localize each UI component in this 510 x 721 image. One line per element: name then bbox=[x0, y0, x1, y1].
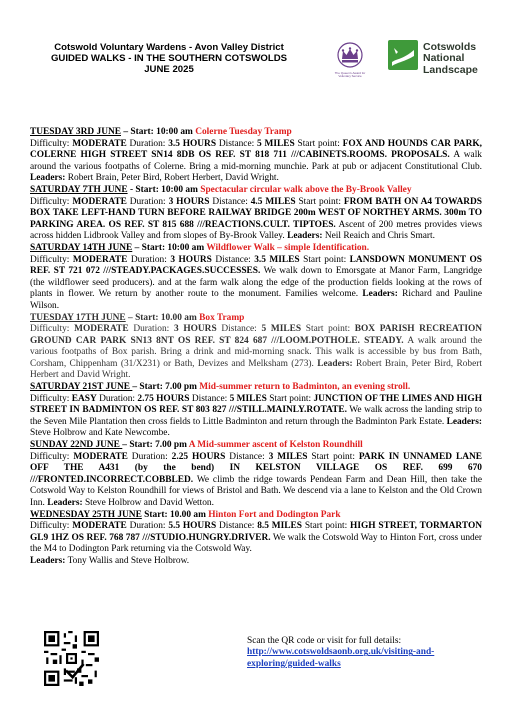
duration-value: 3.5 HOURS bbox=[168, 138, 217, 149]
walk-title: Hinton Fort and Dodington Park bbox=[208, 509, 341, 520]
walk-day: SATURDAY 7TH JUNE bbox=[30, 184, 128, 195]
start-point-value: FROM BATH ON A4 TOWARDS BOX TAKE LEFT-HAND TURN BEFORE RAILWAY BRIDGE 200m WEST OF NORTHEY ARMS. 300m TO PARKING AREA. OS REF. ST 815 688 ///REACTIONS.CULT. TIPTOES. bbox=[30, 196, 483, 230]
guided-walks-link[interactable]: http://www.cotswoldsaonb.org.uk/visiting-and-exploring/guided-walks bbox=[247, 647, 435, 669]
leaders-value: Steve Holbrow and Kate Newcombe. bbox=[30, 428, 170, 439]
difficulty-label: Difficulty: bbox=[30, 324, 75, 335]
duration-label: Duration: bbox=[127, 451, 172, 462]
walk-start: – Start: 10:00 am bbox=[121, 127, 196, 137]
distance-label: Distance: bbox=[216, 521, 258, 532]
walk-entry bbox=[30, 440, 482, 510]
start-point-value: JUNCTION OF THE LIMES AND HIGH STREET IN BADMINTON OS REF. ST 803 827 ///STILL.MAINLY.ROTATE. bbox=[30, 393, 483, 416]
footer bbox=[0, 628, 510, 718]
walk-start: – Start: 7.00 pm bbox=[132, 382, 200, 393]
distance-value: 3.5 MILES bbox=[254, 254, 300, 265]
distance-label: Distance: bbox=[209, 196, 251, 207]
duration-label: Duration: bbox=[96, 393, 138, 404]
duration-value: 3 HOURS bbox=[170, 254, 212, 265]
walk-day: SATURDAY 14TH JUNE bbox=[30, 242, 133, 253]
difficulty-value: MODERATE bbox=[73, 451, 128, 462]
logo-line-1: Cotswolds bbox=[423, 41, 477, 53]
walk-description: We walk down to Emorsgate at Manor Farm, Langridge (the wildflower seed producers). and at the farm walk along the edge of the production fields looking at the rows of plants in flower. We return by another route to the monument. Families welcome. bbox=[30, 266, 482, 300]
start-point-value: PARK IN UNNAMED LANE OFF THE A431 (by the bend) IN KELSTON VILLAGE OS REF. 699 670 ///FRONTED.INCORRECT.COBBLED. bbox=[30, 451, 482, 485]
duration-value: 2.25 HOURS bbox=[171, 451, 226, 462]
walk-start: – Start: 10:00 am bbox=[132, 242, 207, 253]
walk-day: SATURDAY 21ST JUNE bbox=[30, 382, 133, 393]
difficulty-value: MODERATE bbox=[72, 521, 127, 532]
duration-value: 5.5 HOURS bbox=[168, 521, 217, 532]
distance-label: Distance: bbox=[216, 324, 262, 335]
walk-description: Ascent of 200 metres provides views across hidden Lidbrook Valley and from slopes of By-Brook Valley. bbox=[30, 219, 482, 242]
distance-value: 5 MILES bbox=[257, 138, 295, 149]
landscape-mark-icon bbox=[388, 40, 418, 70]
scan-text: Scan the QR code or visit for full details: bbox=[247, 636, 402, 646]
difficulty-value: EASY bbox=[71, 393, 97, 404]
difficulty-label: Difficulty: bbox=[30, 138, 73, 149]
start-point-value: FOX AND HOUNDS CAR PARK, COLERNE HIGH STREET SN14 8DB OS REF. ST 818 711 ///CABINETS.ROOMS. PROPOSALS. bbox=[30, 138, 482, 161]
start-point-value: HIGH STREET, TORMARTON GL9 1HZ OS REF. 768 787 ///STUDIO.HUNGRY.DRIVER. bbox=[30, 521, 483, 543]
start-point-value: LANSDOWN MONUMENT OS REF. ST 721 072 ///STEADY.PACKAGES.SUCCESSES. bbox=[30, 254, 482, 277]
logo-text bbox=[423, 42, 478, 76]
duration-value: 3 HOURS bbox=[168, 196, 210, 207]
distance-value: 8.5 MILES bbox=[257, 521, 302, 532]
leaders-label: Leaders: bbox=[317, 358, 353, 369]
walk-entry bbox=[30, 510, 482, 568]
leaders-label: Leaders: bbox=[287, 231, 323, 242]
footer-info bbox=[247, 636, 487, 670]
duration-label: Duration: bbox=[128, 324, 174, 335]
start-point-label: Start point: bbox=[301, 324, 355, 335]
qr-code-icon[interactable] bbox=[44, 631, 99, 686]
walk-start: Start: 10.00 am bbox=[141, 509, 209, 520]
distance-label: Distance: bbox=[216, 138, 258, 149]
header bbox=[0, 0, 510, 110]
award-text: The Queen's Award for Voluntary Service bbox=[334, 71, 366, 79]
walk-start: - Start: 10:00 am bbox=[127, 184, 201, 195]
walk-entry bbox=[30, 243, 482, 313]
leaders-value: Neil Reaich and Chris Smart. bbox=[322, 231, 435, 242]
walk-title: Colerne Tuesday Tramp bbox=[195, 127, 292, 137]
duration-label: Duration: bbox=[126, 138, 169, 149]
leaders-value: Robert Brain, Peter Bird, Robert Herbert and David Wright. bbox=[30, 358, 482, 381]
start-point-label: Start point: bbox=[299, 254, 350, 265]
walk-entry bbox=[30, 185, 482, 243]
start-point-label: Start point: bbox=[302, 521, 351, 532]
leaders-label: Leaders: bbox=[47, 498, 83, 508]
start-point-label: Start point: bbox=[307, 451, 359, 462]
distance-value: 5 MILES bbox=[229, 393, 267, 404]
leaders-value: Robert Brain, Peter Bird, Robert Herbert, David Wright. bbox=[65, 173, 279, 184]
distance-label: Distance: bbox=[211, 254, 255, 265]
header-line-2: GUIDED WALKS - IN THE SOUTHERN COTSWOLDS bbox=[50, 53, 288, 65]
duration-label: Duration: bbox=[126, 521, 169, 532]
walk-description: We walk across the landing strip to the Seven Mile Plantation then cross fields to Little Badminton and return through the Badminton Park Estate. bbox=[30, 405, 482, 427]
difficulty-value: MODERATE bbox=[74, 324, 129, 335]
duration-value: 3 HOURS bbox=[173, 324, 217, 335]
leaders-label: Leaders: bbox=[446, 416, 482, 427]
walk-title: Box Tramp bbox=[199, 312, 245, 323]
walks-list bbox=[30, 127, 482, 568]
header-line-1: Cotswold Voluntary Wardens - Avon Valley District bbox=[54, 42, 284, 53]
difficulty-value: MODERATE bbox=[72, 196, 127, 207]
walk-day: SUNDAY 22ND JUNE bbox=[30, 440, 123, 451]
walk-title: Spectacular circular walk above the By-Brook Valley bbox=[200, 184, 412, 195]
duration-label: Duration: bbox=[127, 254, 171, 265]
walk-day: TUESDAY 3RD JUNE bbox=[30, 127, 121, 137]
crown-icon bbox=[330, 40, 370, 72]
leaders-value: Tony Wallis and Steve Holbrow. bbox=[65, 555, 190, 566]
leaders-label: Leaders: bbox=[30, 173, 66, 184]
queens-award-logo bbox=[330, 40, 370, 84]
walk-start: – Start: 10.00 am bbox=[125, 312, 200, 323]
walk-entry bbox=[30, 313, 482, 383]
distance-label: Distance: bbox=[189, 393, 230, 404]
distance-value: 3 MILES bbox=[268, 451, 308, 462]
difficulty-label: Difficulty: bbox=[30, 393, 72, 404]
duration-label: Duration: bbox=[126, 196, 169, 207]
start-point-label: Start point: bbox=[266, 393, 314, 404]
distance-value: 5 MILES bbox=[261, 324, 302, 335]
difficulty-value: MODERATE bbox=[72, 254, 128, 265]
difficulty-label: Difficulty: bbox=[30, 521, 73, 532]
leaders-value: Steve Holbrow and David Wetton. bbox=[82, 498, 214, 508]
walk-description: A walk around the various footpaths of Box parish. Bring a drink and mid-morning snack. This walk is accessible by bus from Bath, Corsham, Chippenham (31/X231) or Bath, Devizes and Melksham (273). bbox=[30, 335, 482, 369]
walk-entry bbox=[30, 382, 482, 440]
difficulty-label: Difficulty: bbox=[30, 196, 73, 207]
duration-value: 2.75 HOURS bbox=[137, 393, 190, 404]
walk-title: Mid-summer return to Badminton, an evening stroll. bbox=[199, 382, 411, 393]
leaders-label: Leaders: bbox=[30, 555, 66, 566]
walk-description: We climb the ridge towards Pendean Farm and Dean Hill, then take the Cotswold Way to Kelston Roundhill for views of Bristol and Bath. We descend via a lane to Kelston and the Old Crown Inn. bbox=[30, 474, 482, 508]
leaders-value: Richard and Pauline Wilson. bbox=[30, 289, 482, 311]
walk-start: – Start: 7.00 pm bbox=[122, 440, 189, 451]
cotswolds-national-landscape-logo bbox=[388, 40, 508, 80]
walk-description: A walk around the various footpaths of Colerne. Bring a mid-morning munchie. Park at pub or adjacent Constitutional Club. bbox=[30, 150, 482, 172]
walk-day: TUESDAY 17TH JUNE bbox=[30, 312, 126, 323]
leaders-label: Leaders: bbox=[362, 289, 398, 300]
difficulty-label: Difficulty: bbox=[30, 254, 73, 265]
walk-title: Wildflower Walk – simple Identification. bbox=[206, 242, 370, 253]
start-point-label: Start point: bbox=[295, 196, 344, 207]
start-point-label: Start point: bbox=[294, 138, 343, 149]
logo-line-3: Landscape bbox=[423, 63, 478, 76]
walk-description: We walk the Cotswold Way to Hinton Fort, cross under the M4 to Dodington Park returning via the Cotswold Way. bbox=[30, 532, 483, 555]
distance-label: Distance: bbox=[225, 451, 269, 462]
difficulty-value: MODERATE bbox=[72, 138, 127, 149]
walk-title: A Mid-summer ascent of Kelston Roundhill bbox=[188, 440, 363, 451]
logo-line-2: National bbox=[423, 52, 465, 65]
header-line-3: JUNE 2025 bbox=[144, 64, 194, 76]
walk-entry bbox=[30, 127, 482, 185]
start-point-value: BOX PARISH RECREATION GROUND CAR PARK SN13 8NT OS REF. ST 824 687 ///LOOM.POTHOLE. STEADY. bbox=[30, 324, 483, 346]
walk-day: WEDNESDAY 25TH JUNE bbox=[30, 509, 142, 520]
difficulty-label: Difficulty: bbox=[30, 451, 74, 462]
distance-value: 4.5 MILES bbox=[250, 196, 296, 207]
header-title bbox=[24, 42, 314, 76]
